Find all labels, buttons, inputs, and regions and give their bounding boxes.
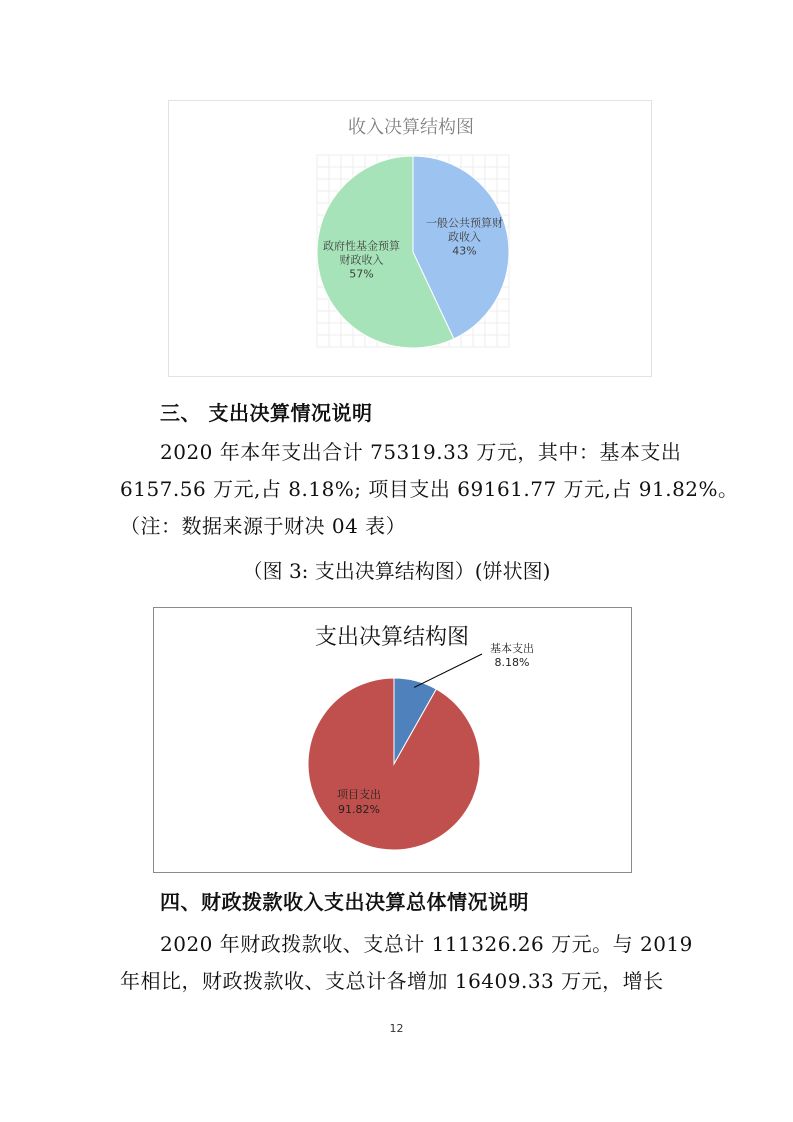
section4-paragraph-line2: 年相比，财政拨款收、支总计各增加 16409.33 万元，增长 (120, 969, 664, 993)
section3-paragraph-line1: 2020 年本年支出合计 75319.33 万元，其中：基本支出 (160, 440, 682, 464)
slice-label-1: 项目支出 91.82% (337, 788, 381, 816)
figure3-caption: （图 3: 支出决算结构图）(饼状图) (242, 559, 551, 583)
page-number: 12 (389, 1022, 404, 1035)
chart-title: 收入决算结构图 (348, 117, 474, 138)
pie-slice-1 (308, 678, 480, 850)
section4-paragraph-line1: 2020 年财政拨款收、支总计 111326.26 万元。与 2019 (160, 932, 693, 956)
leader-line (414, 654, 482, 687)
slice-label-1: 政府性基金预算财政收入 57% (322, 239, 400, 281)
slice-label-0: 一般公共预算财政收入 43% (426, 216, 504, 258)
revenue-pie-chart (168, 100, 652, 377)
section3-note: （注：数据来源于财决 04 表） (120, 514, 407, 538)
expenditure-pie-svg (154, 608, 633, 874)
slice-label-0: 基本支出 8.18% (490, 642, 534, 669)
chart-title: 支出决算结构图 (314, 625, 470, 650)
revenue-pie-svg (169, 101, 653, 378)
section4-heading: 四、财政拨款收入支出决算总体情况说明 (160, 890, 529, 914)
section3-heading: 三、 支出决算情况说明 (160, 401, 373, 425)
expenditure-pie-chart (153, 607, 632, 873)
section3-paragraph-line2: 6157.56 万元,占 8.18%; 项目支出 69161.77 万元,占 91.82%。 (120, 477, 739, 501)
